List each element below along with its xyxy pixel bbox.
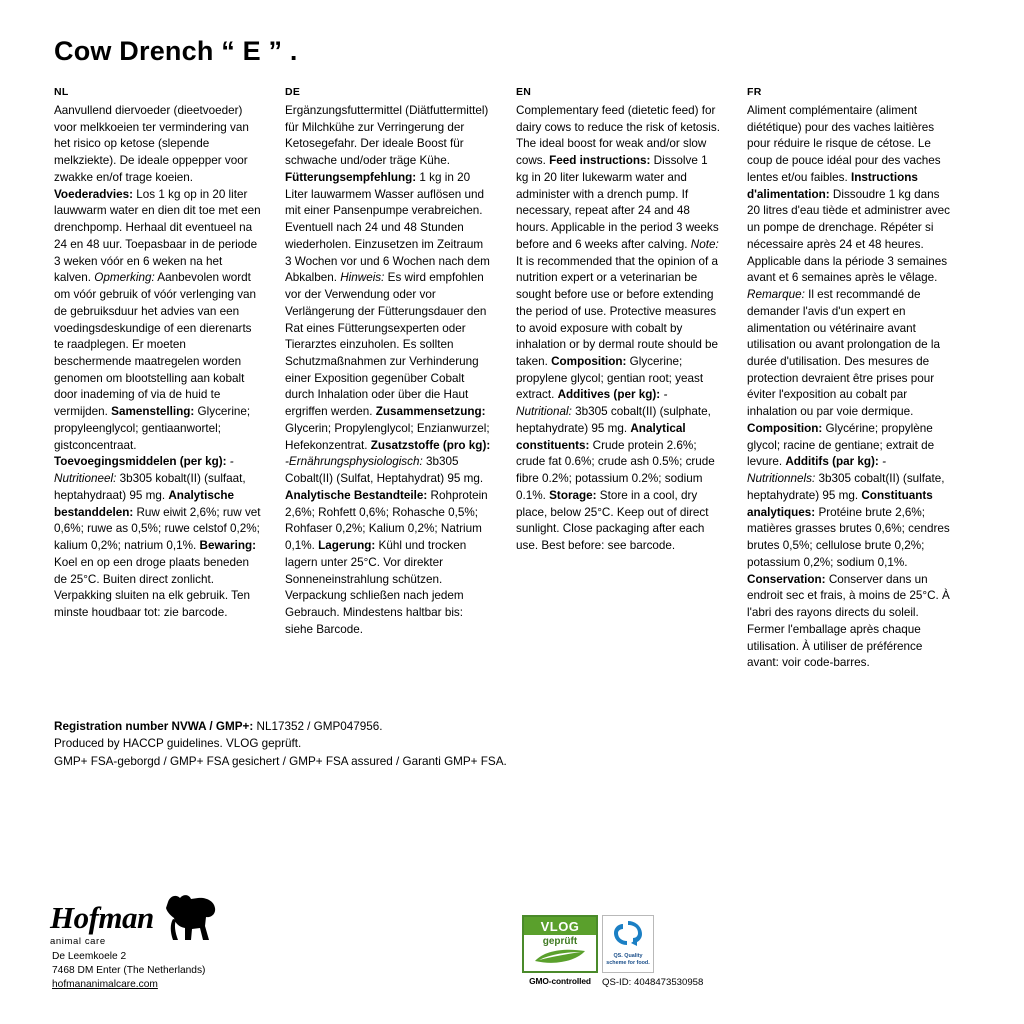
registration-info: Registration number NVWA / GMP+: NL17352 / GMP047956. Produced by HACCP guidelines. VLOG geprüft. GMP+ FSA-geborgd / GMP+ FSA gesichert / GMP+ FSA assured / Garanti GMP+ FSA. xyxy=(54,720,507,768)
qs-label-line-2: scheme for food. xyxy=(606,959,650,966)
language-column-nl xyxy=(54,86,285,672)
language-text-fr: Aliment complémentaire (aliment diététique) pour des vaches laitières pour réduire le risque de cétose. Le coup de pouce idéal pour des vaches lentes et/ou faibles. Instructions d'alimentation: Dissoudre 1 kg dans 20 litres d'eau tiède et administrer avec un pompe de drenchage. Répéter si nécessaire après 24 et 48 heures. Applicable dans la période 3 semaines avant et 6 semaines après le vêlage. Remarque: Il est recommandé de demander l'avis d'un expert en alimentation ou vétérinaire avant utilisation ou avant prolongation de la durée d'utilisation. Des mesures de protection devraient être prises pour éviter l'exposition au cobalt par inhalation ou par voie dermique. Composition: Glycérine; propylène glycol; racine de gentiane; extrait de levure. Additifs (par kg): -Nutritionnels: 3b305 cobalt(II) (sulfate, heptahydrate) 95 mg. Constituants analytiques: Protéine brute 2,6%; matières grasses brutes 0,6%; cendres brutes 0,5%; cellulose brute 0,2%; potassium 0,2%; sodium 0,1%. Conservation: Conserver dans un endroit sec et frais, à moins de 25°C. À l'abri des rayons directs du soleil. Fermer l'emballage après chaque utilisation. À utiliser de préférence avant: voir code-barres. xyxy=(747,104,950,670)
vlog-badge-box xyxy=(522,915,598,973)
language-column-de xyxy=(285,86,516,672)
leaf-icon xyxy=(524,948,596,969)
language-text-nl: Aanvullend diervoeder (dieetvoeder) voor melkkoeien ter vermindering van het risico op ketose (slepende melkziekte). De ideale oppepper voor zwakke en/of trage koeien. Voederadvies: Los 1 kg op in 20 liter lauwwarm water en dien dit toe met een drenchpomp. Herhaal dit eventueel na 24 en 48 uur. Toepasbaar in de periode 3 weken vóór en 6 weken na het kalven. Opmerking: Aanbevolen wordt om vóór gebruik of vóór verlenging van de gebruiksduur het advies van een voedingsdeskundige of een dierenarts te raadplegen. Er moeten beschermende maatregelen worden genomen om blootstelling aan kobalt door inademing of via de huid te vermijden. Samenstelling: Glycerine; propyleenglycol; gentiaanwortel; gistconcentraat. Toevoegingsmiddelen (per kg): -Nutritioneel: 3b305 kobalt(II) (sulfaat, heptahydraat) 95 mg. Analytische bestanddelen: Ruw eiwit 2,6%; ruw vet 0,6%; ruwe as 0,5%; ruwe celstof 0,2%; kalium 0,2%; natrium 0,1%. Bewaring: Koel en op een droge plaats beneden de 25°C. Buiten direct zonlicht. Verpakking sluiten na elk gebruik. Ten minste houdbaar tot: zie barcode. xyxy=(54,104,261,620)
website-link[interactable]: hofmananimalcare.com xyxy=(52,979,158,991)
qs-id-text: QS-ID: 4048473530958 xyxy=(602,977,704,988)
qs-label-line-1: QS. Quality xyxy=(613,953,643,959)
qs-badge-box xyxy=(602,915,654,973)
language-code-fr: FR xyxy=(747,86,762,98)
vlog-caption: GMO-controlled xyxy=(529,976,591,986)
brand-block xyxy=(50,892,310,947)
language-text-en: Complementary feed (dietetic feed) for dairy cows to reduce the risk of ketosis. The ideal boost for weak and/or slow cows. Feed instructions: Dissolve 1 kg in 20 liter lukewarm water and administer with a drench pump. If necessary, repeat after 24 and 48 hours. Applicable in the period 3 weeks before and 6 weeks after calving. Note: It is recommended that the opinion of a nutrition expert or a veterinarian be sought before use or before extending the period of use. Protective measures to avoid exposure with cobalt by inhalation or by dermal route should be taken. Composition: Glycerine; propylene glycol; gentian root; yeast extract. Additives (per kg): -Nutritional: 3b305 cobalt(II) (sulphate, heptahydrate) 95 mg. Analytical constituents: Crude protein 2.6%; crude fat 0.6%; crude ash 0.5%; crude fibre 0.2%; potassium 0.2%; sodium 0.1%. Storage: Store in a cool, dry place, below 25°C. Keep out of direct sunlight. Close packaging after each use. Best before: see barcode. xyxy=(516,104,720,553)
language-code-de: DE xyxy=(285,86,301,98)
language-column-fr xyxy=(747,86,978,672)
page-title: Cow Drench “ E ” . xyxy=(54,36,298,66)
qs-label xyxy=(603,953,653,967)
language-column-en xyxy=(516,86,747,672)
brand-name: Hofman xyxy=(50,900,154,935)
language-code-nl: NL xyxy=(54,86,69,98)
address-line-1: De Leemkoele 2 xyxy=(52,951,127,962)
cow-icon xyxy=(162,892,218,949)
qs-swirl-icon xyxy=(603,920,653,951)
vlog-label-primary: VLOG xyxy=(524,917,596,935)
vlog-badge xyxy=(522,915,598,986)
brand-tagline: animal care xyxy=(50,936,106,947)
language-columns xyxy=(54,86,978,672)
qs-badge xyxy=(602,915,748,988)
address-line-2: 7468 DM Enter (The Netherlands) xyxy=(52,965,206,977)
language-text-de: Ergänzungsfuttermittel (Diätfuttermittel) für Milchkühe zur Verringerung der Ketosegefahr. Der ideale Boost für schwache und/oder träge Kühe. Fütterungsempfehlung: 1 kg in 20 Liter lauwarmem Wasser auflösen und mit einer Pansenpumpe verabreichen. Eventuell nach 24 und 48 Stunden wiederholen. Einzusetzen im Zeitraum 3 Wochen vor und 6 Wochen nach dem Abkalben. Hinweis: Es wird empfohlen vor der Verwendung oder vor Verlängerung der Fütterungsdauer den Rat eines Fütterungsexperten oder Tierarztes einzuholen. Es sollten Schutzmaßnahmen zur Verhinderung einer Exposition gegenüber Cobalt durch Inhalation oder über die Haut ergriffen werden. Zusammensetzung: Glycerin; Propylenglycol; Enzianwurzel; Hefekonzentrat. Zusatzstoffe (pro kg): -Ernährungsphysiologisch: 3b305 Cobalt(II) (Sulfat, Heptahydrat) 95 mg. Analytische Bestandteile: Rohprotein 2,6%; Rohfett 0,6%; Rohasche 0,5%; Rohfaser 0,2%; Kalium 0,2%; Natrium 0,1%. Lagerung: Kühl und trocken lagern unter 25°C. Vor direkter Sonneneinstrahlung schützen. Verpackung schließen nach jedem Gebrauch. Mindestens haltbar bis: siehe Barcode. xyxy=(285,104,491,636)
company-address xyxy=(52,950,205,992)
language-code-en: EN xyxy=(516,86,532,98)
vlog-label-secondary: geprüft xyxy=(542,936,578,947)
